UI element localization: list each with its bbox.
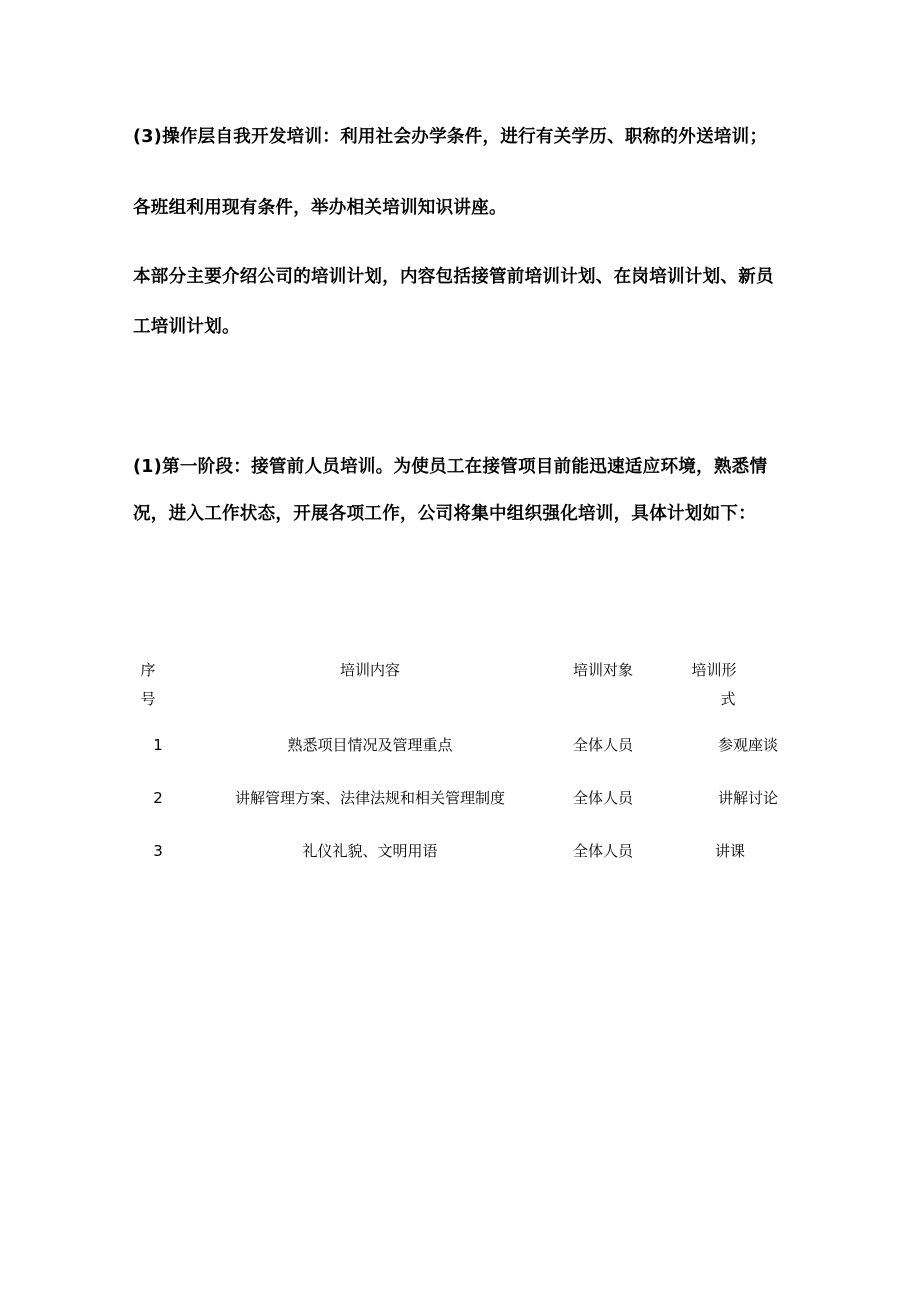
paragraph-line-4: 工培训计划。: [133, 317, 240, 337]
paragraph-line-5: (1)第一阶段：接管前人员培训。为使员工在接管项目前能迅速适应环境，熟悉情: [133, 457, 768, 477]
row-1-target: 全体人员: [572, 736, 633, 754]
header-form-line2: 式: [720, 690, 736, 708]
paragraph-line-6: 况，进入工作状态，开展各项工作，公司将集中组织强化培训，具体计划如下：: [133, 504, 756, 524]
row-1-seq: 1: [153, 736, 163, 754]
paragraph-line-3: 本部分主要介绍公司的培训计划，内容包括接管前培训计划、在岗培训计划、新员: [133, 267, 774, 287]
row-2-target: 全体人员: [572, 789, 633, 807]
paragraph-line-2: 各班组利用现有条件，举办相关培训知识讲座。: [133, 198, 507, 218]
row-1-form: 参观座谈: [717, 736, 778, 754]
row-3-content: 礼仪礼貌、文明用语: [302, 842, 438, 860]
row-3-target: 全体人员: [572, 842, 633, 860]
row-1-content: 熟悉项目情况及管理重点: [287, 736, 453, 754]
row-3-form: 讲课: [714, 842, 745, 860]
paragraph-line-1: (3)操作层自我开发培训：利用社会办学条件，进行有关学历、职称的外送培训；: [133, 127, 768, 147]
header-form-line1: 培训形: [691, 661, 737, 679]
row-2-content: 讲解管理方案、法律法规和相关管理制度: [234, 789, 505, 807]
header-seq-line2: 号: [140, 690, 156, 708]
row-3-seq: 3: [153, 842, 163, 860]
header-content: 培训内容: [339, 661, 400, 679]
row-2-seq: 2: [153, 789, 163, 807]
row-2-form: 讲解讨论: [717, 789, 778, 807]
header-target: 培训对象: [572, 661, 633, 679]
header-seq-line1: 序: [140, 661, 156, 679]
